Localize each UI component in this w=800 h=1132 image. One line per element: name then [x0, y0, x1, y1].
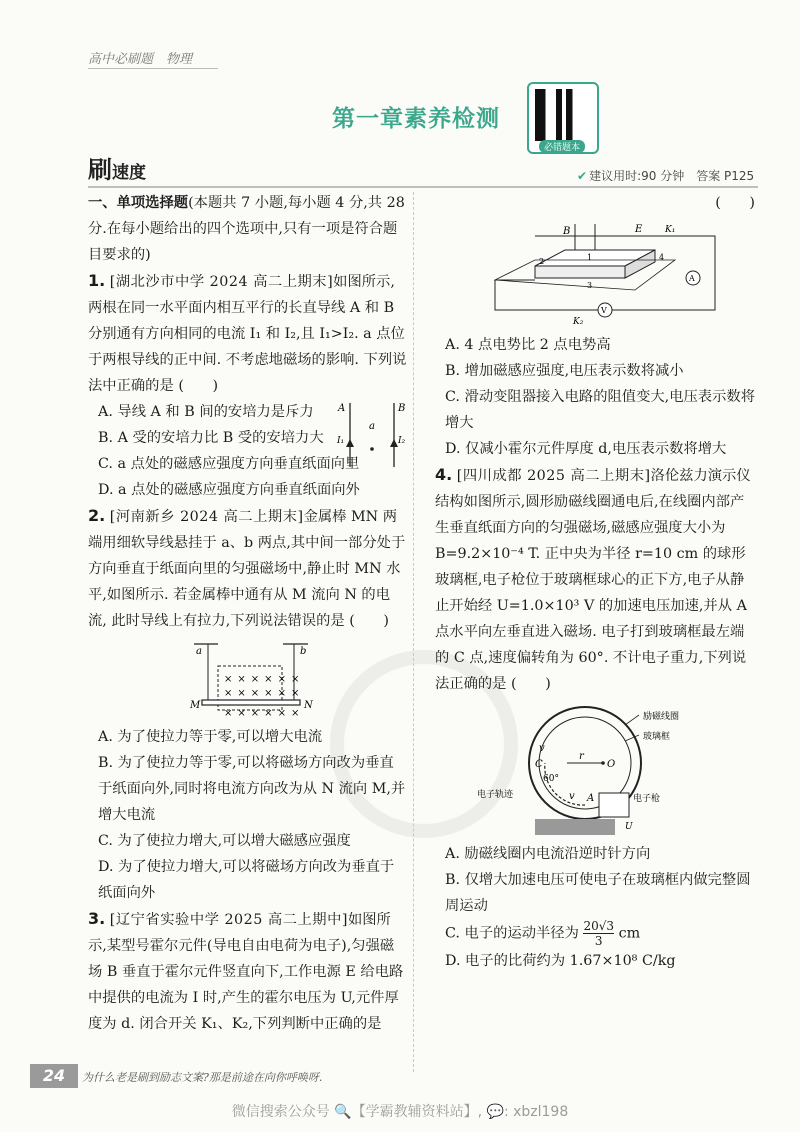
- q3-number: 3.: [88, 909, 106, 928]
- electron-gun: [599, 793, 629, 817]
- time-meta: [577, 167, 754, 184]
- q3-figure: [475, 220, 725, 328]
- q1-options-ab: [88, 399, 333, 451]
- q1-body: [88, 399, 408, 503]
- field-row-2: × × × × × ×: [224, 688, 302, 699]
- fraction-numerator: 20√3: [583, 919, 615, 933]
- label-point-a: A: [587, 793, 595, 804]
- q4-option-b[interactable]: B. 仅增大加速电压可使电子在玻璃框内做完整圆周运动: [445, 872, 751, 914]
- part-heading: 一、单项选择题: [88, 195, 189, 211]
- label-n: N: [304, 700, 313, 711]
- label-2: 2: [539, 257, 545, 266]
- label-r: r: [579, 751, 584, 762]
- footer-notice: 微信搜索公众号 🔍【学霸教辅资料站】, 💬: xbzl198: [231, 1104, 569, 1120]
- label-ammeter: A: [689, 274, 695, 283]
- q3-option-a[interactable]: A. 4 点电势比 2 点电势高: [445, 337, 611, 353]
- q3-option-c[interactable]: C. 滑动变阻器接入电路的阻值变大,电压表示数将增大: [445, 389, 755, 431]
- qr-label: 必错题本: [539, 140, 585, 153]
- label-gun: 电子枪: [633, 794, 661, 804]
- question-2: [88, 503, 408, 634]
- part-desc: (本题共 7 小题,每小题 4 分,共 28 分.在每小题给出的四个选项中,只有一项是符合题目要求的): [88, 195, 405, 263]
- brand-small: 速度: [112, 163, 146, 183]
- label-voltmeter: V: [601, 306, 607, 315]
- q2-bracket: ( ): [349, 613, 389, 629]
- qr-pattern-icon: [535, 89, 587, 141]
- q4-option-c-text: C. 电子的运动半径为: [445, 925, 579, 942]
- q2-option-c[interactable]: C. 为了使拉力增大,可以增大磁感应强度: [98, 833, 351, 849]
- q3-bracket-line: [435, 190, 755, 216]
- q4-option-d[interactable]: D. 电子的比荷约为 1.67×10⁸ C/kg: [445, 953, 676, 969]
- q1-source: [湖北沙市中学 2024 高二上期末]: [109, 274, 334, 290]
- check-icon: ✔: [577, 169, 588, 183]
- label-point-c: C: [535, 759, 543, 770]
- label-point-o: O: [607, 759, 616, 770]
- label-k2: K₂: [573, 317, 584, 327]
- series-title: 高中必刷题 物理: [88, 52, 193, 67]
- q1-option-c[interactable]: C. a 点处的磁感应强度方向垂直纸面向里: [98, 456, 360, 472]
- metal-rod: [202, 700, 300, 705]
- section-rule: [88, 186, 758, 188]
- question-1: [88, 268, 408, 399]
- q2-option-d[interactable]: D. 为了使拉力增大,可以将磁场方向改为垂直于纸面向外: [98, 859, 395, 901]
- q2-option-b[interactable]: B. 为了使拉力等于零,可以将磁场方向改为垂直于纸面向外,同时将电流方向改为从 N 流向 M,并增大电流: [98, 755, 406, 823]
- brand-big: 刷: [88, 156, 112, 184]
- hall-element-front: [535, 266, 625, 278]
- fraction-denominator: 3: [594, 934, 603, 948]
- q2-stem: 金属棒 MN 两端用细软导线悬挂于 a、b 两点,其中间一部分处于方向垂直于纸面向里的匀强磁场中,静止时 MN 水平,如图所示. 若金属棒中通有从 M 流向 N 的电流, 此时导线上有拉力,下列说法错误的是: [88, 509, 406, 629]
- label-i1: I₁: [337, 436, 345, 446]
- q1-stem: 如图所示,两根在同一水平面内相互平行的长直导线 A 和 B 分别通有方向相同的电流 I₁ 和 I₂,且 I₁>I₂. a 点位于两根导线的正中间. 不考虑地磁场的影响. 下列说法中正确的是: [88, 274, 407, 394]
- label-i2: I₂: [398, 436, 406, 446]
- section-brand: [88, 150, 146, 185]
- point-a-dot: [370, 447, 374, 451]
- current-arrow-b-icon: [390, 439, 398, 447]
- q4-option-c-fraction: [583, 919, 614, 948]
- q4-option-a[interactable]: A. 励磁线圈内电流沿逆时针方向: [445, 846, 651, 862]
- footer-motto: 为什么老是刷到励志文案?那是前途在向你呼唤呀.: [82, 1071, 323, 1084]
- label-m: M: [190, 700, 201, 711]
- label-e: E: [635, 224, 643, 235]
- right-column: [435, 190, 755, 974]
- q3-bracket: ( ): [715, 195, 755, 211]
- q1-option-a[interactable]: A. 导线 A 和 B 间的安培力是斥力: [98, 404, 314, 420]
- q3-option-d[interactable]: D. 仅减小霍尔元件厚度 d,电压表示数将增大: [445, 441, 727, 457]
- label-1: 1: [587, 253, 593, 262]
- q4-figure: [475, 701, 735, 837]
- coil-pointer: [625, 715, 639, 725]
- q2-number: 2.: [88, 506, 106, 525]
- base-stand: [535, 819, 615, 835]
- q3-source: [辽宁省实验中学 2025 高二上期中]: [109, 912, 348, 928]
- field-row-1: × × × × × ×: [224, 674, 302, 685]
- label-wire-b: B: [398, 403, 406, 414]
- q2-option-a[interactable]: A. 为了使拉力等于零,可以增大电流: [98, 729, 323, 745]
- q1-figure: [336, 399, 408, 471]
- electron-path: [545, 763, 585, 805]
- left-column: [88, 190, 408, 1037]
- q4-stem: 洛伦兹力演示仪结构如图所示,圆形励磁线圈通电后,在线圈内部产生垂直纸面方向的匀强磁场,磁感应强度大小为 B=9.2×10⁻⁴ T. 正中央为半径 r=10 cm 的球形玻璃框,电子枪位于玻璃框球心的正下方,电子从静止开始经 U=1.0×10³ V 的加速电压加速,并从 A 点水平向左垂直进入磁场. 电子打到玻璃框最左端的 C 点,速度偏转角为 60°. 不计电子重力,下列说法正确的是: [435, 468, 751, 692]
- center-dot: [601, 761, 605, 765]
- time-text: 建议用时:90 分钟: [589, 169, 685, 183]
- q1-option-d[interactable]: D. a 点处的磁感应强度方向垂直纸面向外: [98, 482, 360, 498]
- label-coil: 励磁线圈: [643, 712, 680, 722]
- label-b: b: [300, 646, 307, 657]
- question-3: [88, 906, 408, 1037]
- q2-figure: [188, 638, 318, 720]
- label-a: a: [196, 646, 202, 657]
- q4-number: 4.: [435, 465, 453, 484]
- label-v-bottom: v: [569, 791, 575, 802]
- label-glass: 玻璃框: [643, 732, 671, 742]
- label-point-a: a: [369, 421, 375, 432]
- label-v-top: v: [539, 743, 545, 754]
- q1-bracket: ( ): [178, 378, 219, 394]
- label-u: U: [625, 822, 633, 832]
- column-separator: [413, 192, 414, 1072]
- chapter-title: 第一章素养检测: [332, 106, 500, 132]
- q1-number: 1.: [88, 271, 106, 290]
- label-k1: K₁: [665, 225, 676, 235]
- q1-option-b[interactable]: B. A 受的安培力比 B 受的安培力大: [98, 430, 324, 446]
- q4-source: [四川成都 2025 高二上期末]: [456, 468, 651, 484]
- q3-stem: 如图所示,某型号霍尔元件(导电自由电荷为电子),匀强磁场 B 垂直于霍尔元件竖直向下,工作电源 E 给电路中提供的电流为 I 时,产生的霍尔电压为 U,元件厚度为 d. 闭合开关 K₁、K₂,下列判断中正确的是: [88, 912, 404, 1032]
- label-angle: 60°: [543, 774, 559, 784]
- header-divider: [88, 68, 218, 69]
- q4-option-c[interactable]: [435, 919, 755, 948]
- label-3: 3: [587, 281, 593, 290]
- q2-source: [河南新乡 2024 高二上期末]: [109, 509, 304, 525]
- current-arrow-a-icon: [346, 439, 354, 447]
- label-wire-a: A: [338, 403, 346, 414]
- label-track: 电子轨迹: [477, 790, 514, 800]
- question-4: [435, 462, 755, 697]
- q4-option-c-unit: cm: [618, 925, 641, 942]
- label-4: 4: [659, 253, 665, 262]
- q4-bracket: ( ): [511, 676, 551, 692]
- part-heading-block: [88, 190, 408, 268]
- answer-ref: 答案 P125: [696, 169, 755, 183]
- label-b-field: B: [563, 226, 571, 237]
- page-number: 24: [30, 1064, 78, 1088]
- q3-option-b[interactable]: B. 增加磁感应强度,电压表示数将减小: [445, 363, 684, 379]
- field-row-3: × × × × × ×: [224, 708, 302, 719]
